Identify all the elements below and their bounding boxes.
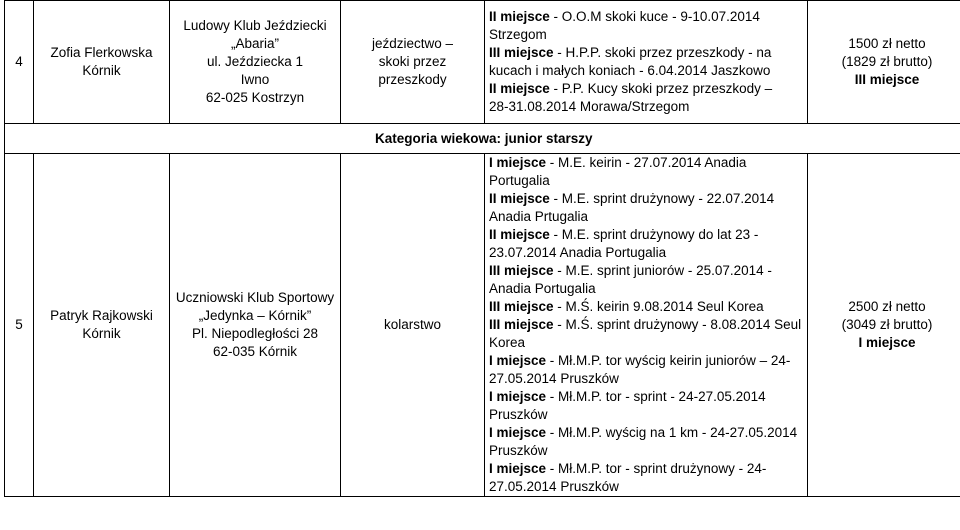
person-cell — [34, 1, 170, 124]
club-cell — [170, 1, 341, 124]
achievement-place: II miejsce — [489, 9, 550, 24]
club-line: „Jedynka – Kórnik” — [198, 308, 312, 323]
achievement-text: - M.Ś. keirin 9.08.2014 Seul Korea — [553, 299, 764, 314]
achievement-line — [489, 442, 803, 460]
club-cell — [170, 154, 341, 497]
achievement-text: Portugalia — [489, 173, 550, 188]
discipline-line: jeździectwo – — [371, 36, 454, 51]
table-row — [5, 154, 960, 497]
prize-gross: (1829 zł brutto) — [841, 54, 933, 69]
achievement-line — [489, 172, 803, 190]
discipline-line: skoki przez — [378, 54, 447, 69]
achievement-place: I miejsce — [489, 461, 547, 476]
achievement-line — [489, 8, 803, 26]
achievement-text: 27.05.2014 Pruszków — [489, 371, 619, 386]
achievement-text: Anadia Portugalia — [489, 281, 596, 296]
achievement-text: Strzegom — [489, 27, 547, 42]
person-name: Patryk Rajkowski — [50, 308, 153, 323]
achievement-place: III miejsce — [489, 299, 554, 314]
club-line: ul. Jeździecka 1 — [206, 54, 304, 69]
achievement-text: - Mł.M.P. tor - sprint drużynowy - 24- — [546, 461, 767, 476]
row-number: 5 — [5, 154, 34, 497]
achievement-line — [489, 280, 803, 298]
prize-net: 2500 zł netto — [848, 299, 926, 314]
club-line: 62-025 Kostrzyn — [205, 90, 305, 105]
achievement-line — [489, 334, 803, 352]
achievement-text: 28-31.08.2014 Morawa/Strzegom — [489, 99, 690, 114]
category-label: Kategoria wiekowa: junior starszy — [5, 124, 960, 154]
achievement-line — [489, 316, 803, 334]
achievement-text: kucach i małych koniach - 6.04.2014 Jaszkowo — [489, 63, 771, 78]
achievement-text: - H.P.P. skoki przez przeszkody - na — [553, 45, 772, 60]
discipline-line: przeszkody — [378, 72, 447, 87]
achievement-text: - P.P. Kucy skoki przez przeszkody – — [549, 81, 773, 96]
discipline-line: kolarstwo — [383, 317, 442, 332]
achievement-text: Pruszków — [489, 443, 548, 458]
achievement-text: - O.O.M skoki kuce - 9-10.07.2014 — [549, 9, 760, 24]
achievement-line — [489, 62, 803, 80]
achievement-place: I miejsce — [489, 389, 547, 404]
achievement-line — [489, 262, 803, 280]
achievement-line — [489, 98, 803, 116]
achievement-line — [489, 154, 803, 172]
club-line: 62-035 Kórnik — [212, 344, 298, 359]
achievement-line — [489, 226, 803, 244]
club-line: Ludowy Klub Jeździecki — [183, 18, 327, 33]
achievements-cell — [485, 1, 808, 124]
row-number: 4 — [5, 1, 34, 124]
achievement-place: I miejsce — [489, 353, 547, 368]
prize-place: III miejsce — [854, 72, 920, 87]
achievements-cell — [485, 154, 808, 497]
achievement-text: Korea — [489, 335, 526, 350]
table-row — [5, 1, 960, 124]
discipline-cell — [341, 1, 485, 124]
achievement-text: - M.E. sprint juniorów - 25.07.2014 - — [553, 263, 772, 278]
achievement-place: II miejsce — [489, 81, 550, 96]
achievement-text: - M.E. sprint drużynowy do lat 23 - — [549, 227, 759, 242]
achievement-line — [489, 44, 803, 62]
prize-net: 1500 zł netto — [848, 36, 926, 51]
prize-place: I miejsce — [858, 335, 916, 350]
achievement-line — [489, 478, 803, 496]
club-line: Pl. Niepodległości 28 — [191, 326, 319, 341]
achievement-place: III miejsce — [489, 263, 554, 278]
discipline-cell — [341, 154, 485, 497]
club-line: Iwno — [240, 72, 270, 87]
club-line: Uczniowski Klub Sportowy — [175, 290, 335, 305]
achievement-line — [489, 80, 803, 98]
achievement-text: - Mł.M.P. tor wyścig keirin juniorów – 24- — [546, 353, 791, 368]
achievement-text: - Mł.M.P. tor - sprint - 24-27.05.2014 — [546, 389, 766, 404]
achievement-text: 23.07.2014 Anadia Portugalia — [489, 245, 667, 260]
achievement-place: III miejsce — [489, 317, 554, 332]
achievement-line — [489, 190, 803, 208]
achievement-text: 27.05.2014 Pruszków — [489, 479, 619, 494]
awards-table — [4, 0, 960, 497]
achievement-text: Pruszków — [489, 407, 548, 422]
achievement-line — [489, 352, 803, 370]
achievement-place: III miejsce — [489, 45, 554, 60]
achievement-line — [489, 244, 803, 262]
achievement-place: II miejsce — [489, 191, 550, 206]
person-town: Kórnik — [82, 326, 121, 341]
prize-cell — [808, 154, 960, 497]
achievement-place: I miejsce — [489, 155, 547, 170]
prize-cell — [808, 1, 960, 124]
achievement-place: I miejsce — [489, 425, 547, 440]
achievement-line — [489, 406, 803, 424]
achievement-text: - Mł.M.P. wyścig na 1 km - 24-27.05.2014 — [546, 425, 798, 440]
achievement-line — [489, 424, 803, 442]
achievement-line — [489, 298, 803, 316]
achievement-text: - M.E. sprint drużynowy - 22.07.2014 — [549, 191, 775, 206]
club-line: „Abaria” — [230, 36, 279, 51]
achievement-line — [489, 460, 803, 478]
achievement-line — [489, 26, 803, 44]
achievement-line — [489, 370, 803, 388]
prize-gross: (3049 zł brutto) — [841, 317, 933, 332]
achievement-text: - M.E. keirin - 27.07.2014 Anadia — [546, 155, 747, 170]
achievement-text: Anadia Prtugalia — [489, 209, 589, 224]
achievement-text: - M.Ś. sprint drużynowy - 8.08.2014 Seul — [553, 317, 802, 332]
person-town: Kórnik — [82, 63, 121, 78]
achievement-place: II miejsce — [489, 227, 550, 242]
category-row — [5, 124, 960, 154]
person-cell — [34, 154, 170, 497]
person-name: Zofia Flerkowska — [50, 45, 153, 60]
achievement-line — [489, 388, 803, 406]
achievement-line — [489, 208, 803, 226]
